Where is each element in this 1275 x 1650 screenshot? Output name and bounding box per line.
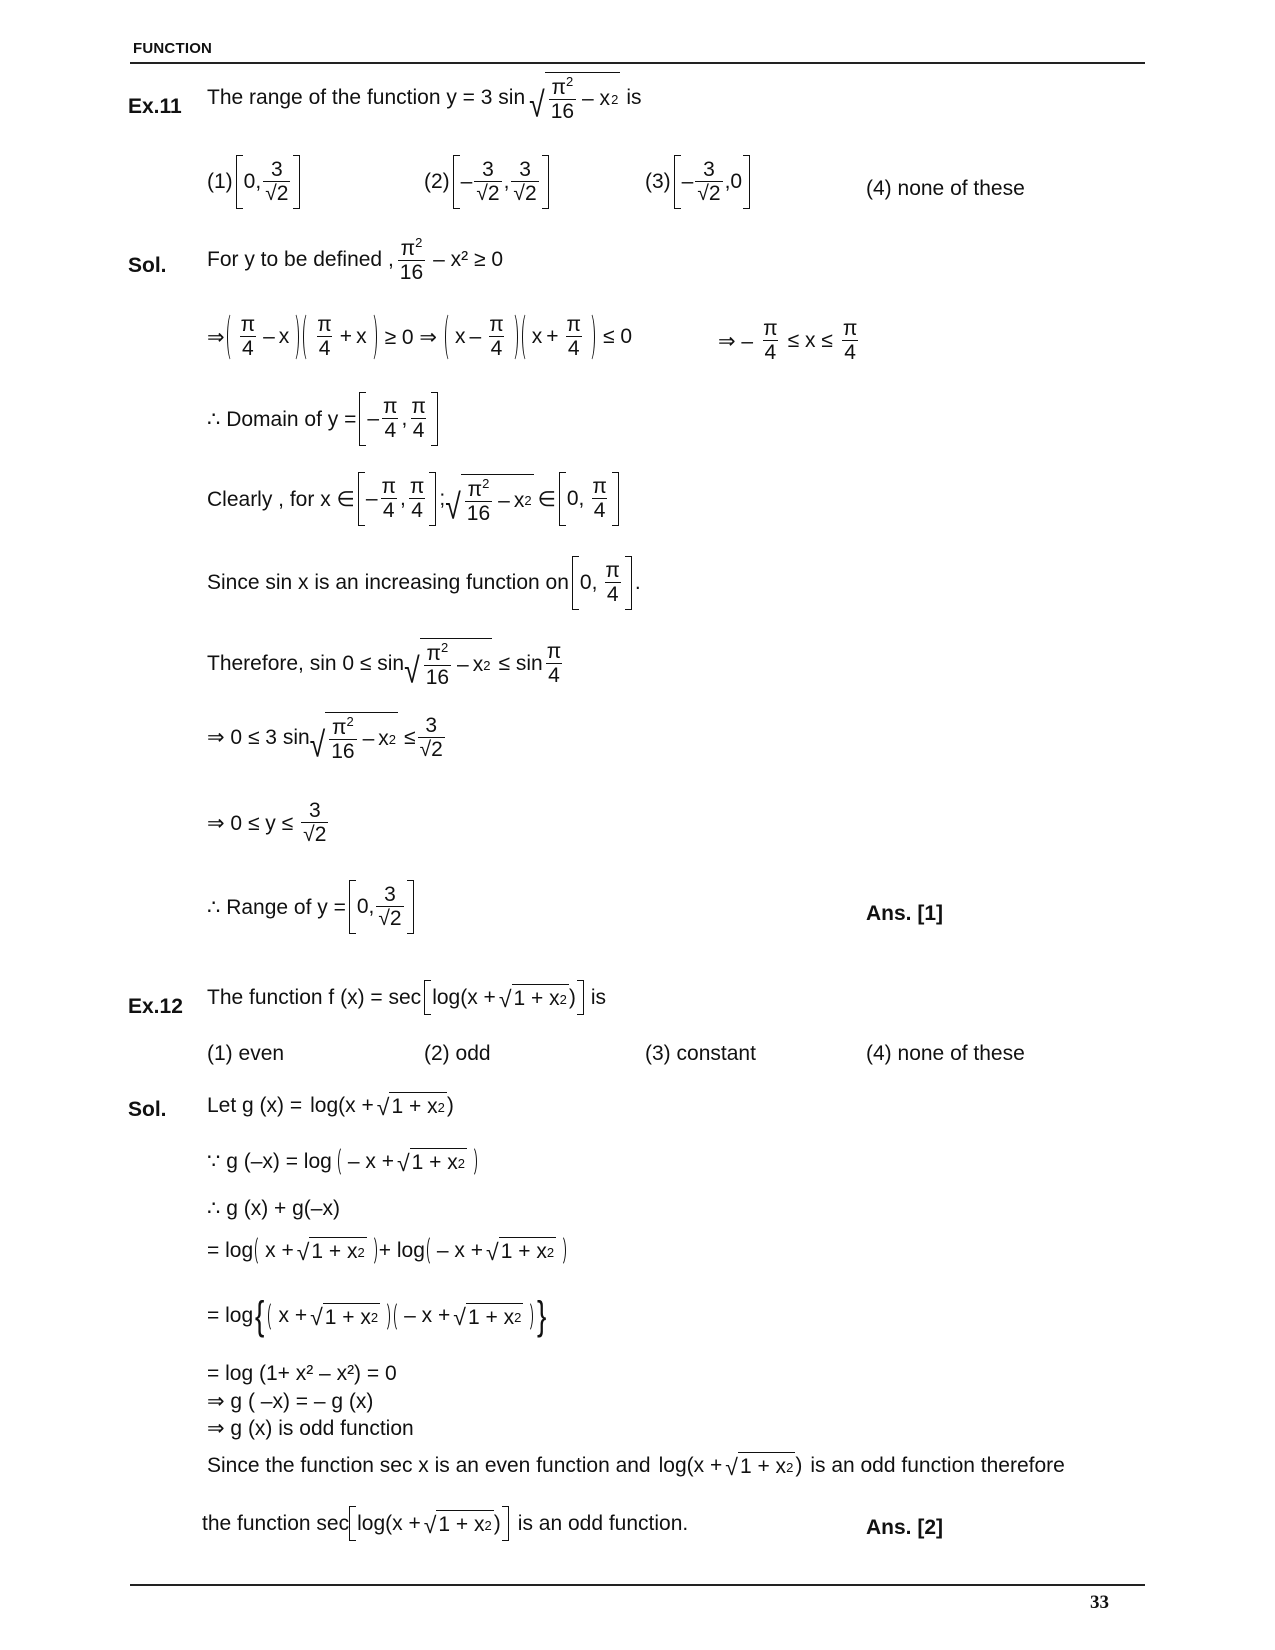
sol11-domain-inequality: ⇒ – $\frac{\pi}{4}$ ≤ x ≤ $\frac{\pi}{4}$ [718, 317, 858, 365]
example-label-12: Ex.12 [128, 995, 183, 1018]
sol11-therefore: Therefore, sin 0 ≤ sin √ $\frac{\pi^2}{16}$ – x 2 ≤ sin $\frac{\pi}{4}$ [207, 638, 565, 689]
solution-label-12: Sol. [128, 1098, 167, 1121]
radical-sign-icon: √ [453, 1304, 466, 1331]
option-4[interactable]: (4) none of these [866, 177, 1025, 200]
sol12-let: Let g (x) = log(x + √ 1 + x 2 ) [207, 1093, 454, 1120]
sol11-domain: ∴ Domain of y = – $\frac{\pi}{4}$ , $\frac{\pi}{4}$ [207, 392, 441, 446]
sol11-line2: ⇒ $\frac{\pi}{4}$ – x $\frac{\pi}{4}$ + x ≥ 0 ⇒ x – $\frac{\pi}{4}$ x + $\frac{\pi}{4}$ ≤ 0 [207, 312, 632, 362]
radical-expression: √ $\frac{\pi^2}{16}$ – x 2 [529, 72, 620, 123]
option-1[interactable]: (1) 0 , $\frac{3}{√2}$ [207, 155, 303, 209]
running-header: FUNCTION [133, 40, 213, 57]
option-4[interactable]: (4) none of these [866, 1042, 1025, 1065]
radical-sign-icon: √ [486, 1238, 499, 1265]
sol12-final: the function sec log(x + √ 1 + x 2 ) is an odd function. [202, 1506, 688, 1541]
sol12-gmx: ∵ g (–x) = log – x + √ 1 + x 2 [207, 1146, 479, 1177]
sol12-product: = log { x + √ 1 + x 2 – x + √ 1 + x 2 } [207, 1294, 547, 1338]
sol12-imp-odd2: ⇒ g (x) is odd function [207, 1417, 414, 1440]
radical-sign-icon: √ [445, 486, 461, 527]
sol12-simplify: = log (1+ x² – x²) = 0 [207, 1362, 397, 1385]
sol11-range: ∴ Range of y = 0 , $\frac{3}{√2}$ [207, 880, 417, 934]
sol11-imp2: ⇒ 0 ≤ y ≤ $\frac{3}{√2}$ [207, 799, 327, 847]
option-2[interactable]: (2) – $\frac{3}{√2}$ , $\frac{3}{√2}$ [424, 155, 552, 209]
radical-sign-icon: √ [725, 1453, 738, 1480]
radical-sign-icon: √ [376, 1093, 390, 1120]
ex11-question [207, 72, 642, 126]
sol11-line1: For y to be defined , $\frac{\pi^2}{16}$ – x² ≥ 0 [207, 235, 504, 285]
sol12-since: Since the function sec x is an even function and log(x + √ 1 + x 2 ) is an odd function therefore [207, 1453, 1065, 1480]
footer-rule [130, 1584, 1145, 1586]
sol11-imp1: ⇒ 0 ≤ 3 sin √ $\frac{\pi^2}{16}$ – x 2 ≤ $\frac{3}{√2}$ [207, 712, 447, 763]
sol12-imp-odd1: ⇒ g ( –x) = – g (x) [207, 1390, 374, 1413]
radical-sign-icon: √ [396, 1149, 410, 1176]
radical-sign-icon: √ [309, 725, 326, 766]
left-brace-icon: { [255, 1294, 265, 1338]
answer-12: Ans. [2] [866, 1516, 944, 1539]
sol11-since: Since sin x is an increasing function on 0 , $\frac{\pi}{4}$ . [207, 556, 641, 610]
solution-label-11: Sol. [128, 254, 167, 277]
sol12-sum-expanded: = log x + √ 1 + x 2 + log – x + √ 1 + x 2 [207, 1235, 568, 1266]
radical-sign-icon: √ [498, 985, 512, 1012]
radical-sign-icon: √ [310, 1304, 323, 1331]
radical-sign-icon: √ [296, 1238, 310, 1265]
option-2[interactable]: (2) odd [424, 1042, 491, 1065]
sol12-sum: ∴ g (x) + g(–x) [207, 1197, 340, 1220]
question-suffix: is [626, 85, 642, 109]
ex12-question: The function f (x) = sec log(x + √ 1 + x 2 ) is [207, 980, 606, 1015]
answer-11: Ans. [1] [866, 902, 944, 925]
header-rule [130, 62, 1145, 64]
sol11-clearly: Clearly , for x ∈ – $\frac{\pi}{4}$ , $\frac{\pi}{4}$ ; √ $\frac{\pi^2}{16}$ – x 2 ∈ 0 , $\frac{\pi}{4}$ [207, 472, 622, 526]
option-3[interactable]: (3) – $\frac{3}{√2}$ , 0 [645, 155, 753, 209]
option-3[interactable]: (3) constant [645, 1042, 756, 1065]
question-text: The range of the function y = 3 sin [207, 85, 526, 109]
page-number: 33 [1090, 1592, 1109, 1613]
radical-sign-icon: √ [423, 1511, 437, 1538]
option-1[interactable]: (1) even [207, 1042, 285, 1065]
radical-sign-icon: √ [404, 651, 420, 692]
radical-sign-icon: √ [529, 85, 545, 126]
example-label-11: Ex.11 [128, 95, 182, 118]
right-brace-icon: } [537, 1294, 547, 1338]
